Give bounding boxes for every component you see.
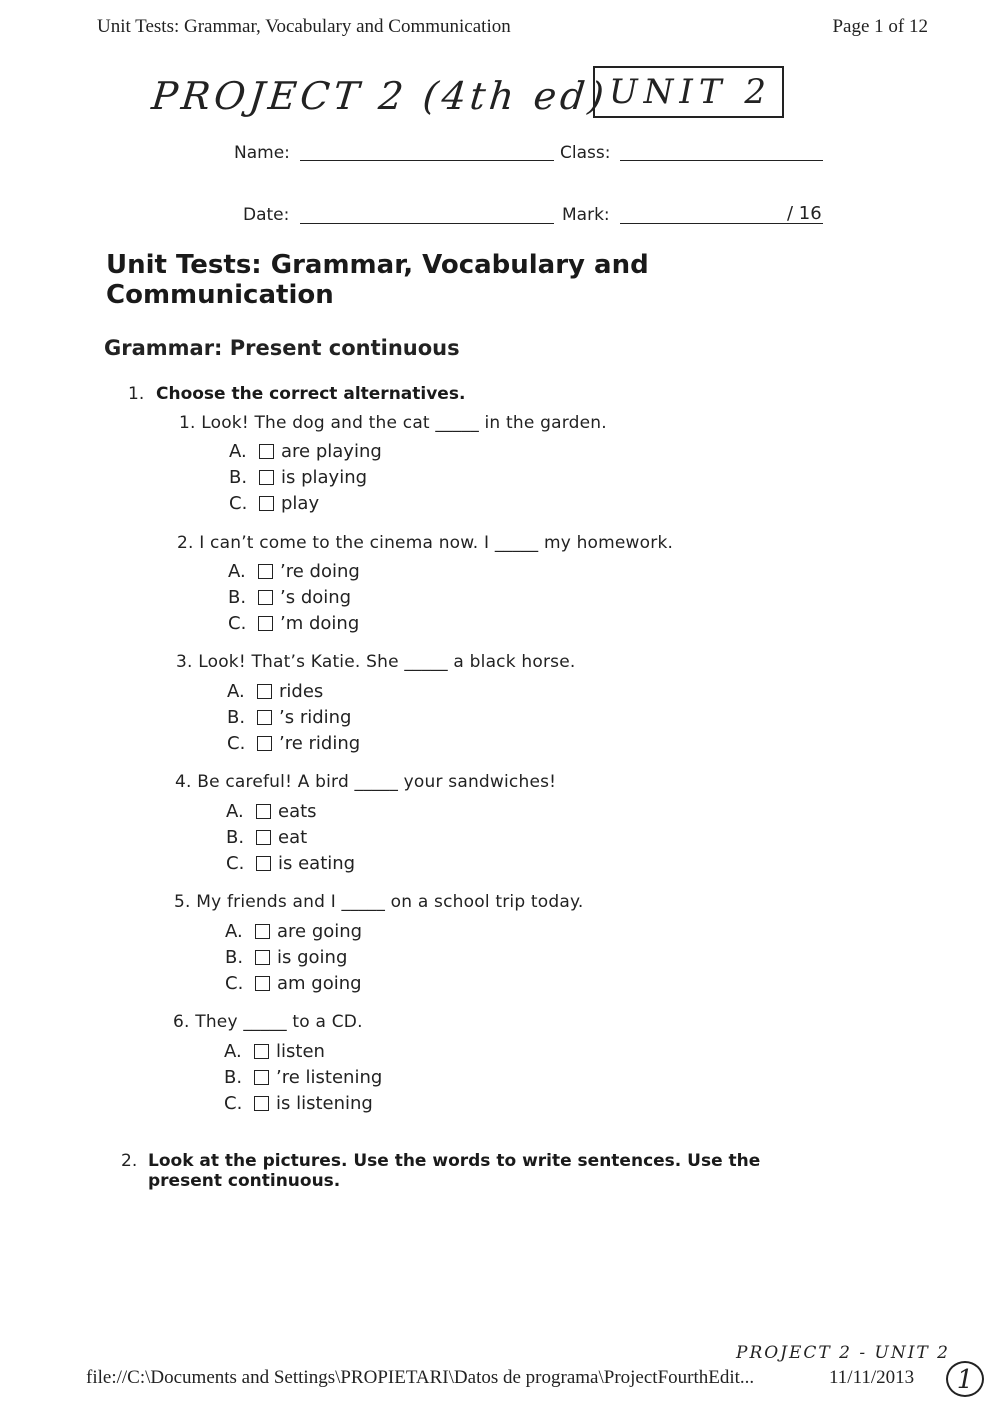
checkbox-icon[interactable] bbox=[259, 496, 274, 511]
handwritten-unit-box: UNIT 2 bbox=[593, 66, 784, 118]
option-text: am going bbox=[277, 973, 362, 994]
option-letter: B. bbox=[229, 467, 248, 488]
checkbox-icon[interactable] bbox=[258, 564, 273, 579]
option-letter: B. bbox=[226, 827, 245, 848]
question-4 bbox=[175, 772, 556, 792]
exercise-1-number: 1. bbox=[128, 384, 145, 404]
question-number: 6. bbox=[173, 1012, 190, 1032]
q3-option-a[interactable] bbox=[227, 681, 323, 702]
class-field[interactable] bbox=[620, 160, 823, 161]
question-1 bbox=[179, 413, 607, 433]
mark-total: / 16 bbox=[787, 203, 822, 224]
option-text: are playing bbox=[281, 441, 382, 462]
q5-option-a[interactable] bbox=[225, 921, 362, 942]
question-text: Be careful! A bird _____ your sandwiches! bbox=[197, 772, 557, 792]
checkbox-icon[interactable] bbox=[257, 710, 272, 725]
option-letter: B. bbox=[224, 1067, 243, 1088]
q1-option-c[interactable] bbox=[229, 493, 319, 514]
option-text: ’m doing bbox=[280, 613, 360, 634]
question-text: Look! The dog and the cat _____ in the garden. bbox=[201, 413, 607, 433]
option-text: ’s riding bbox=[279, 707, 352, 728]
question-text: Look! That’s Katie. She _____ a black horse. bbox=[198, 652, 576, 672]
q6-option-a[interactable] bbox=[224, 1041, 325, 1062]
option-letter: B. bbox=[228, 587, 247, 608]
question-6 bbox=[173, 1012, 363, 1032]
question-3 bbox=[176, 652, 575, 672]
option-text: ’re riding bbox=[279, 733, 361, 754]
checkbox-icon[interactable] bbox=[258, 590, 273, 605]
checkbox-icon[interactable] bbox=[255, 976, 270, 991]
option-text: eat bbox=[278, 827, 308, 848]
q5-option-c[interactable] bbox=[225, 973, 362, 994]
handwritten-footer-note: PROJECT 2 - UNIT 2 bbox=[736, 1343, 950, 1363]
header-doc-title: Unit Tests: Grammar, Vocabulary and Communication bbox=[97, 16, 511, 37]
option-letter: C. bbox=[224, 1093, 243, 1114]
handwritten-project-note: PROJECT 2 (4th ed) bbox=[149, 74, 610, 118]
option-letter: A. bbox=[228, 561, 246, 582]
question-5 bbox=[174, 892, 583, 912]
option-text: ’re doing bbox=[280, 561, 360, 582]
q1-option-a[interactable] bbox=[229, 441, 382, 462]
option-letter: C. bbox=[226, 853, 245, 874]
checkbox-icon[interactable] bbox=[258, 616, 273, 631]
question-text: My friends and I _____ on a school trip today. bbox=[196, 892, 584, 912]
q1-option-b[interactable] bbox=[229, 467, 367, 488]
exercise-2-number: 2. bbox=[121, 1151, 138, 1171]
q6-option-b[interactable] bbox=[224, 1067, 382, 1088]
checkbox-icon[interactable] bbox=[254, 1096, 269, 1111]
question-number: 1. bbox=[179, 413, 196, 433]
section-title: Grammar: Present continuous bbox=[104, 336, 460, 360]
exercise-2-instruction-line2: present continuous. bbox=[148, 1171, 341, 1191]
handwritten-page-circle: 1 bbox=[946, 1361, 984, 1397]
question-text: They _____ to a CD. bbox=[195, 1012, 363, 1032]
header-page-label: Page 1 of 12 bbox=[832, 16, 928, 37]
q2-option-c[interactable] bbox=[228, 613, 359, 634]
checkbox-icon[interactable] bbox=[259, 470, 274, 485]
option-text: is eating bbox=[278, 853, 356, 874]
checkbox-icon[interactable] bbox=[255, 950, 270, 965]
option-letter: A. bbox=[225, 921, 243, 942]
footer-date: 11/11/2013 bbox=[829, 1367, 915, 1388]
option-text: ’re listening bbox=[276, 1067, 383, 1088]
checkbox-icon[interactable] bbox=[254, 1044, 269, 1059]
page-title: Unit Tests: Grammar, Vocabulary and Communication bbox=[106, 250, 649, 310]
option-letter: B. bbox=[225, 947, 244, 968]
date-label: Date: bbox=[243, 205, 290, 225]
question-number: 3. bbox=[176, 652, 193, 672]
option-letter: A. bbox=[226, 801, 244, 822]
checkbox-icon[interactable] bbox=[256, 804, 271, 819]
option-letter: A. bbox=[229, 441, 247, 462]
mark-label: Mark: bbox=[562, 205, 610, 225]
q4-option-b[interactable] bbox=[226, 827, 307, 848]
q3-option-c[interactable] bbox=[227, 733, 360, 754]
date-field[interactable] bbox=[300, 223, 554, 224]
q5-option-b[interactable] bbox=[225, 947, 347, 968]
option-text: is playing bbox=[281, 467, 368, 488]
q4-option-a[interactable] bbox=[226, 801, 317, 822]
option-text: ’s doing bbox=[280, 587, 352, 608]
checkbox-icon[interactable] bbox=[256, 830, 271, 845]
question-2 bbox=[177, 533, 673, 553]
option-letter: C. bbox=[228, 613, 247, 634]
checkbox-icon[interactable] bbox=[259, 444, 274, 459]
exercise-2-instruction-line1: Look at the pictures. Use the words to write sentences. Use the bbox=[148, 1151, 761, 1171]
checkbox-icon[interactable] bbox=[254, 1070, 269, 1085]
option-letter: B. bbox=[227, 707, 246, 728]
q4-option-c[interactable] bbox=[226, 853, 355, 874]
class-label: Class: bbox=[560, 143, 611, 163]
option-text: rides bbox=[279, 681, 324, 702]
option-letter: A. bbox=[224, 1041, 242, 1062]
option-text: eats bbox=[278, 801, 317, 822]
option-letter: C. bbox=[229, 493, 248, 514]
checkbox-icon[interactable] bbox=[255, 924, 270, 939]
option-letter: C. bbox=[225, 973, 244, 994]
checkbox-icon[interactable] bbox=[256, 856, 271, 871]
option-letter: C. bbox=[227, 733, 246, 754]
q2-option-a[interactable] bbox=[228, 561, 360, 582]
exercise-1-instruction: Choose the correct alternatives. bbox=[156, 384, 466, 404]
q2-option-b[interactable] bbox=[228, 587, 351, 608]
option-text: listen bbox=[276, 1041, 325, 1062]
option-text: are going bbox=[277, 921, 363, 942]
checkbox-icon[interactable] bbox=[257, 736, 272, 751]
question-text: I can’t come to the cinema now. I _____ my homework. bbox=[199, 533, 674, 553]
footer-file-path: file://C:\Documents and Settings\PROPIETARI\Datos de programa\ProjectFourthEdit... bbox=[86, 1367, 755, 1388]
option-text: is going bbox=[277, 947, 348, 968]
question-number: 4. bbox=[175, 772, 192, 792]
name-field[interactable] bbox=[300, 160, 554, 161]
option-letter: A. bbox=[227, 681, 245, 702]
question-number: 5. bbox=[174, 892, 191, 912]
name-label: Name: bbox=[234, 143, 290, 163]
q6-option-c[interactable] bbox=[224, 1093, 373, 1114]
q3-option-b[interactable] bbox=[227, 707, 351, 728]
checkbox-icon[interactable] bbox=[257, 684, 272, 699]
question-number: 2. bbox=[177, 533, 194, 553]
option-text: play bbox=[281, 493, 320, 514]
option-text: is listening bbox=[276, 1093, 373, 1114]
